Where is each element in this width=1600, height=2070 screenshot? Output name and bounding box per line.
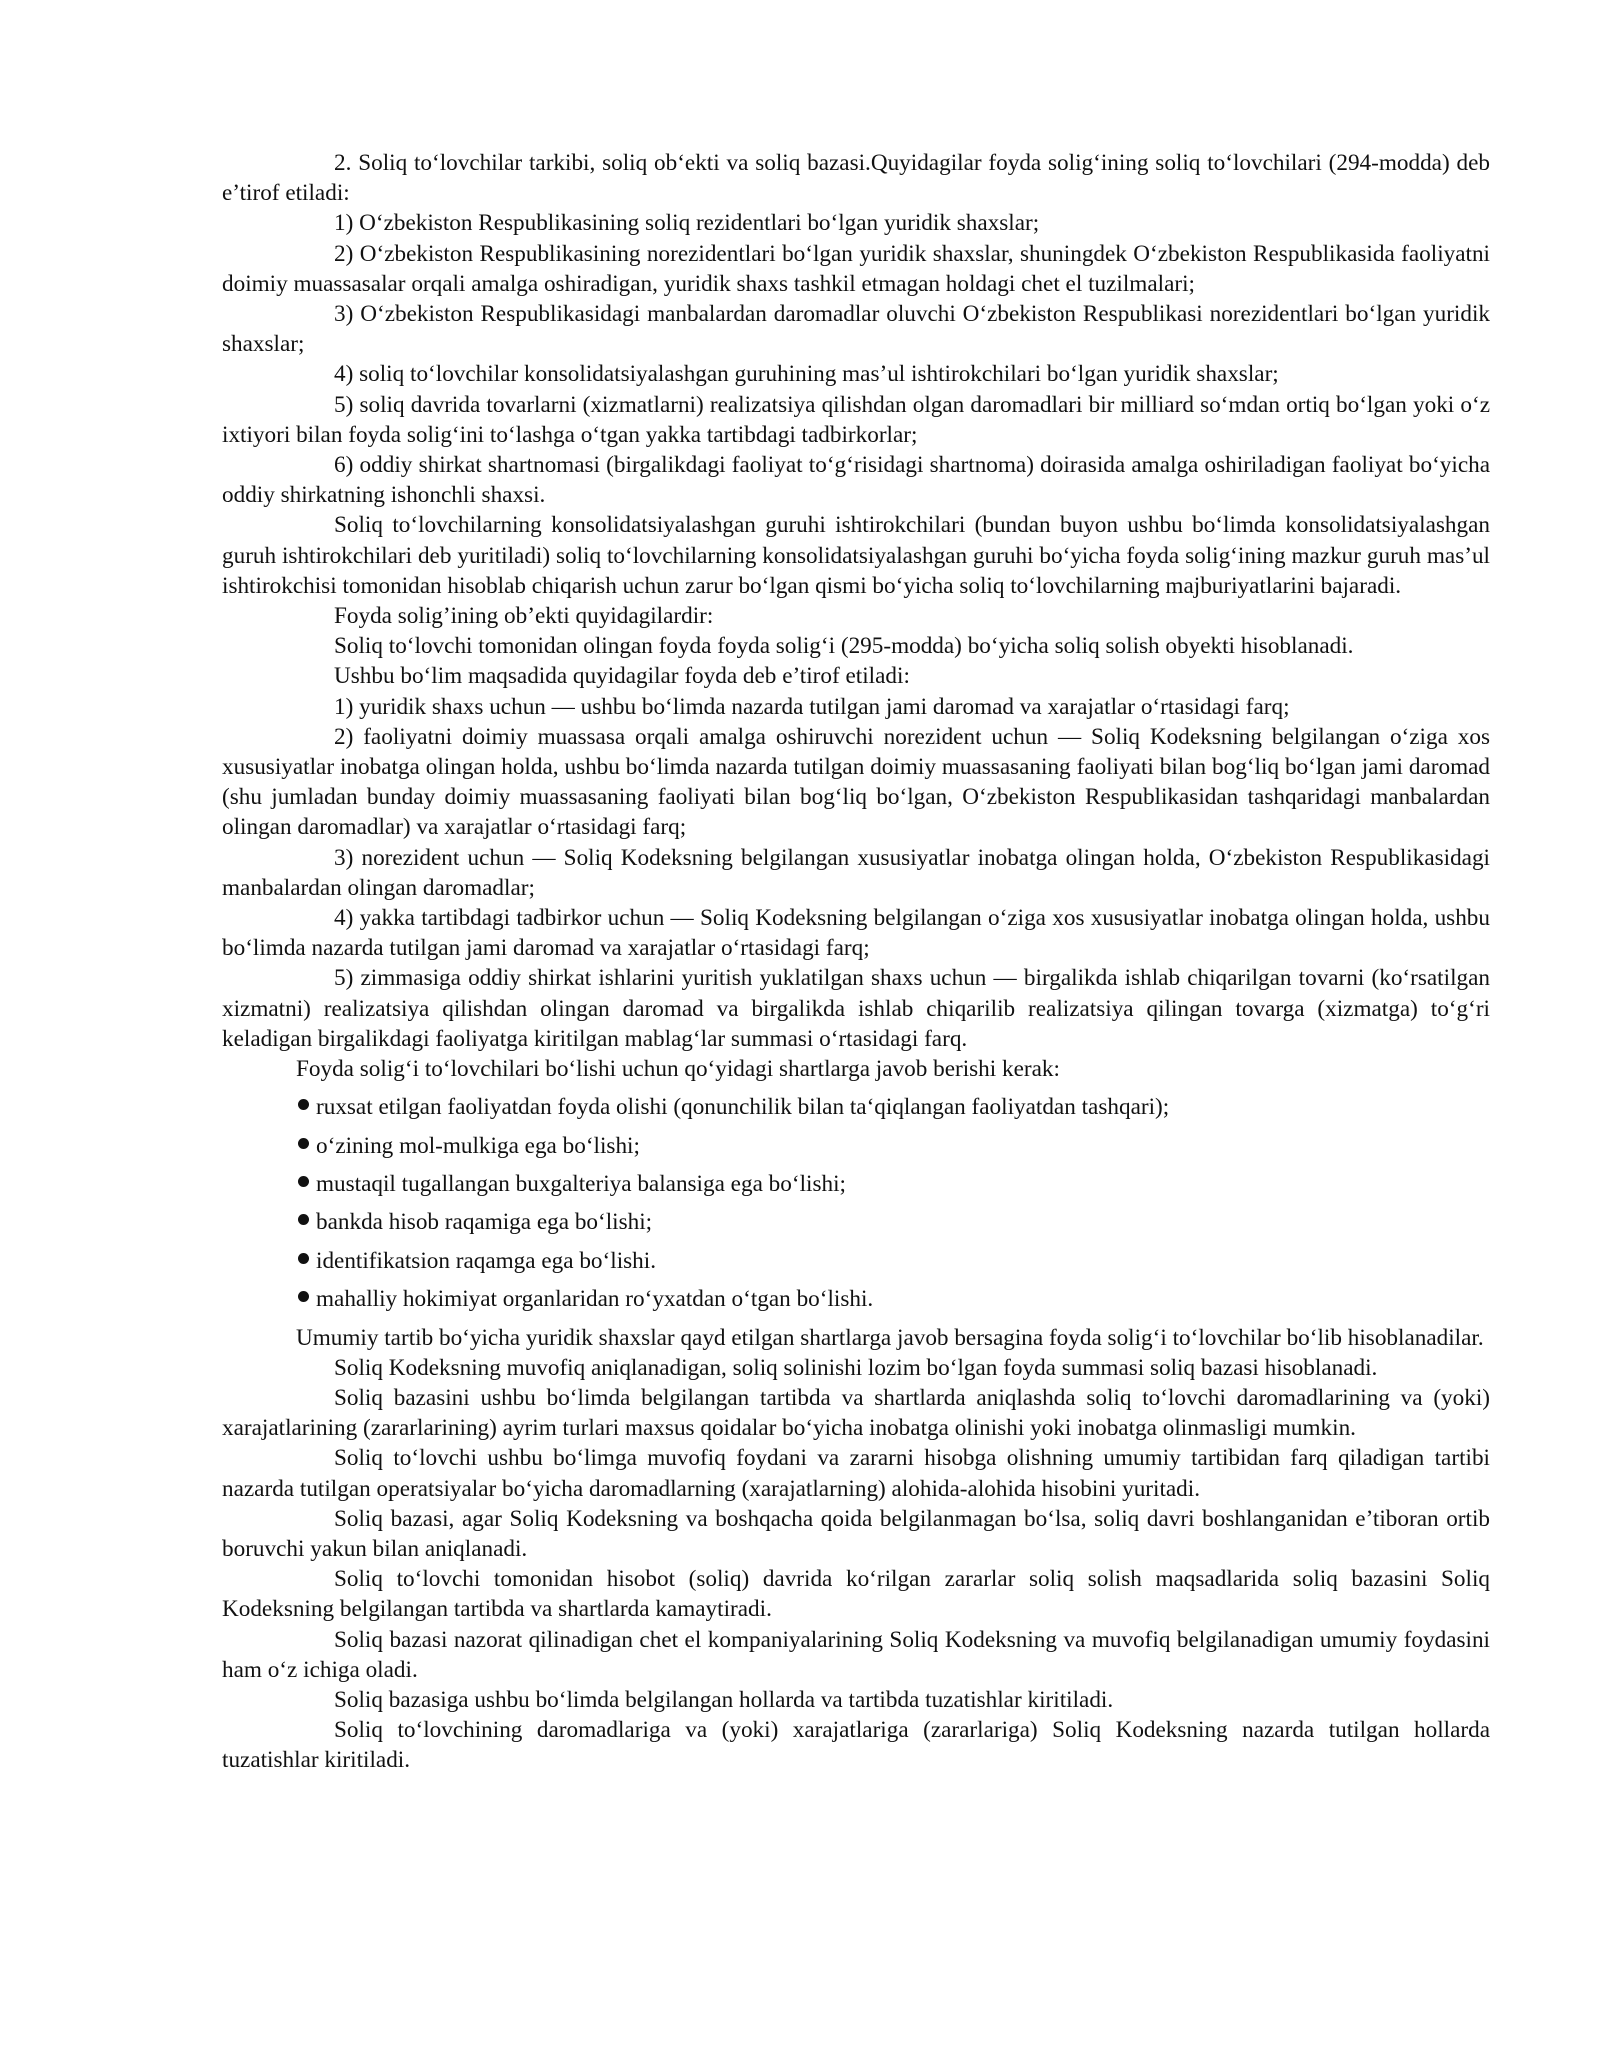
paragraph-separate-accounting: Soliq to‘lovchi ushbu bo‘limga muvofiq foydani va zararni hisobga olishning umumiy tartibidan farq qiladigan tartibi nazarda tutilgan operatsiyalar bo‘yicha daromadlarning (xarajatlarning) alohida-alohida hisobini yuritadi. bbox=[222, 1445, 1490, 1502]
bullet-icon bbox=[298, 1099, 309, 1110]
paragraph-profit-intro: Ushbu bo‘lim maqsadida quyidagilar foyda deb e’tirof etiladi: bbox=[334, 663, 910, 690]
list-item bbox=[296, 1203, 1490, 1241]
paragraph-payer-item-5: 5) soliq davrida tovarlarni (xizmatlarni) realizatsiya qilishdan olgan daromadlari bir milliard so‘mdan ortiq bo‘lgan yoki o‘z ixtiyori bilan foyda solig‘ini to‘lashga o‘tgan yakka tartibdagi tadbirkorlar; bbox=[222, 391, 1490, 448]
document-page bbox=[222, 148, 1490, 1776]
list-item bbox=[296, 1242, 1490, 1280]
paragraph-general-order: Umumiy tartib bo‘yicha yuridik shaxslar qayd etilgan shartlarga javob bersagina foyda solig‘i to‘lovchilar bo‘lib hisoblanadilar. bbox=[296, 1324, 1484, 1351]
paragraph-payer-item-1: 1) O‘zbekiston Respublikasining soliq rezidentlari bo‘lgan yuridik shaxslar; bbox=[334, 210, 1040, 237]
paragraph-tax-base-rules: Soliq bazasini ushbu bo‘limda belgilangan tartibda va shartlarda aniqlashda soliq to‘lovchi daromadlarining va (yoki) xarajatlarining (zararlarining) ayrim turlari maxsus qoidalar bo‘yicha inobatga olinishi yoki inobatga olinmasligi mumkin. bbox=[222, 1385, 1490, 1442]
list-item bbox=[296, 1088, 1490, 1126]
paragraph-profit-item-1: 1) yuridik shaxs uchun — ushbu bo‘limda nazarda tutilgan jami daromad va xarajatlar o‘rtasidagi farq; bbox=[334, 693, 1290, 720]
paragraph-foreign-companies: Soliq bazasi nazorat qilinadigan chet el kompaniyalarining Soliq Kodeksning va muvofiq belgilanadigan umumiy foydasini ham o‘z ichiga oladi. bbox=[222, 1626, 1490, 1683]
paragraph-profit-item-4: 4) yakka tartibdagi tadbirkor uchun — Soliq Kodeksning belgilangan o‘ziga xos xususiyatlar inobatga olingan holda, ushbu bo‘limda nazarda tutilgan jami daromad va xarajatlar o‘rtasidagi farq; bbox=[222, 905, 1490, 962]
paragraph-losses: Soliq to‘lovchi tomonidan hisobot (soliq) davrida ko‘rilgan zararlar soliq solish maqsadlarida soliq bazasini Soliq Kodeksning belgilangan tartibda va shartlarda kamaytiradi. bbox=[222, 1566, 1490, 1623]
list-item-text: mustaqil tugallangan buxgalteriya balansiga ega bo‘lishi; bbox=[316, 1171, 846, 1198]
list-item-text: identifikatsion raqamga ega bo‘lishi. bbox=[316, 1247, 656, 1274]
paragraph-payers-intro: 2. Soliq to‘lovchilar tarkibi, soliq ob‘ekti va soliq bazasi.Quyidagilar foyda solig‘ining soliq to‘lovchilari (294-modda) deb e’tirof etiladi: bbox=[222, 150, 1490, 207]
list-item bbox=[296, 1127, 1490, 1165]
list-item bbox=[296, 1280, 1490, 1318]
paragraph-payer-item-6: 6) oddiy shirkat shartnomasi (birgalikdagi faoliyat to‘g‘risidagi shartnoma) doirasida amalga oshiriladigan faoliyat bo‘yicha oddiy shirkatning ishonchli shaxsi. bbox=[222, 452, 1490, 509]
list-item-text: mahalliy hokimiyat organlaridan ro‘yxatdan o‘tgan bo‘lishi. bbox=[316, 1286, 874, 1313]
paragraph-object-definition: Soliq to‘lovchi tomonidan olingan foyda foyda solig‘i (295-modda) bo‘yicha soliq solish obyekti hisoblanadi. bbox=[334, 633, 1354, 660]
list-item-text: o‘zining mol-mulkiga ega bo‘lishi; bbox=[316, 1132, 640, 1159]
paragraph-conditions-intro: Foyda solig‘i to‘lovchilari bo‘lishi uchun qo‘yidagi shartlarga javob berishi kerak: bbox=[296, 1056, 1060, 1083]
bullet-icon bbox=[298, 1214, 309, 1225]
list-item-text: bankda hisob raqamiga ega bo‘lishi; bbox=[316, 1209, 653, 1236]
paragraph-income-adjustments: Soliq to‘lovchining daromadlariga va (yoki) xarajatlariga (zararlariga) Soliq Kodeksning nazarda tutilgan hollarda tuzatishlar kiritiladi. bbox=[222, 1717, 1490, 1774]
bullet-icon bbox=[298, 1176, 309, 1187]
paragraph-tax-base-definition: Soliq Kodeksning muvofiq aniqlanadigan, soliq solinishi lozim bo‘lgan foyda summasi soliq bazasi hisoblanadi. bbox=[334, 1354, 1378, 1381]
bullet-icon bbox=[298, 1253, 309, 1264]
list-item bbox=[296, 1165, 1490, 1203]
paragraph-payer-item-2: 2) O‘zbekiston Respublikasining norezidentlari bo‘lgan yuridik shaxslar, shuningdek O‘zbekiston Respublikasida faoliyatni doimiy muassasalar orqali amalga oshiradigan, yuridik shaxs tashkil etmagan holdagi chet el tuzilmalari; bbox=[222, 240, 1490, 297]
paragraph-payer-item-4: 4) soliq to‘lovchilar konsolidatsiyalashgan guruhining mas’ul ishtirokchilari bo‘lgan yuridik shaxslar; bbox=[334, 361, 1279, 388]
paragraph-profit-item-2: 2) faoliyatni doimiy muassasa orqali amalga oshiruvchi norezident uchun — Soliq Kodeksning belgilangan o‘ziga xos xususiyatlar inobatga olingan holda, ushbu bo‘limda nazarda tutilgan doimiy muassasaning faoliyati bilan bog‘liq bo‘lgan jami daromad (shu jumladan bunday doimiy muassasaning faoliyati bilan bog‘liq bo‘lgan, O‘zbekiston Respublikasidan tashqaridagi manbalardan olingan daromadlar) va xarajatlar o‘rtasidagi farq; bbox=[222, 723, 1490, 841]
paragraph-cumulative-total: Soliq bazasi, agar Soliq Kodeksning va boshqacha qoida belgilanmagan bo‘lsa, soliq davri boshlanganidan e’tiboran ortib boruvchi yakun bilan aniqlanadi. bbox=[222, 1505, 1490, 1563]
paragraph-profit-item-3: 3) norezident uchun — Soliq Kodeksning belgilangan xususiyatlar inobatga olingan holda, O‘zbekiston Respublikasidagi manbalardan olingan daromadlar; bbox=[222, 844, 1490, 901]
paragraph-adjustments: Soliq bazasiga ushbu bo‘limda belgilangan hollarda va tartibda tuzatishlar kiritiladi. bbox=[334, 1687, 1114, 1714]
paragraph-payer-item-3: 3) O‘zbekiston Respublikasidagi manbalardan daromadlar oluvchi O‘zbekiston Respublikasi norezidentlari bo‘lgan yuridik shaxslar; bbox=[222, 301, 1490, 358]
bullet-icon bbox=[298, 1291, 309, 1302]
list-item-text: ruxsat etilgan faoliyatdan foyda olishi (qonunchilik bilan ta‘qiqlangan faoliyatdan tashqari); bbox=[316, 1094, 1170, 1121]
bullet-icon bbox=[298, 1138, 309, 1149]
paragraph-consolidated-group: Soliq to‘lovchilarning konsolidatsiyalashgan guruhi ishtirokchilari (bundan buyon ushbu bo‘limda konsolidatsiyalashgan guruh ishtirokchilari deb yuritiladi) soliq to‘lovchilarning konsolidatsiyalashgan guruhi bo‘yicha foyda solig‘ining mazkur guruh mas’ul ishtirokchisi tomonidan hisoblab chiqarish uchun zarur bo‘lgan qismi bo‘yicha soliq to‘lovchilarning majburiyatlarini bajaradi. bbox=[222, 512, 1490, 599]
conditions-list bbox=[222, 1088, 1490, 1318]
paragraph-profit-item-5: 5) zimmasiga oddiy shirkat ishlarini yuritish yuklatilgan shaxs uchun — birgalikda ishlab chiqarilgan tovarni (ko‘rsatilgan xizmatni) realizatsiya qilishdan olingan daromad va birgalikda ishlab chiqarilib realizatsiya qilingan tovarga (xizmatga) to‘g‘ri keladigan birgalikdagi faoliyatga kiritilgan mablag‘lar summasi o‘rtasidagi farq. bbox=[222, 965, 1490, 1052]
paragraph-object-heading: Foyda solig’ining ob’ekti quyidagilardir: bbox=[334, 603, 714, 630]
